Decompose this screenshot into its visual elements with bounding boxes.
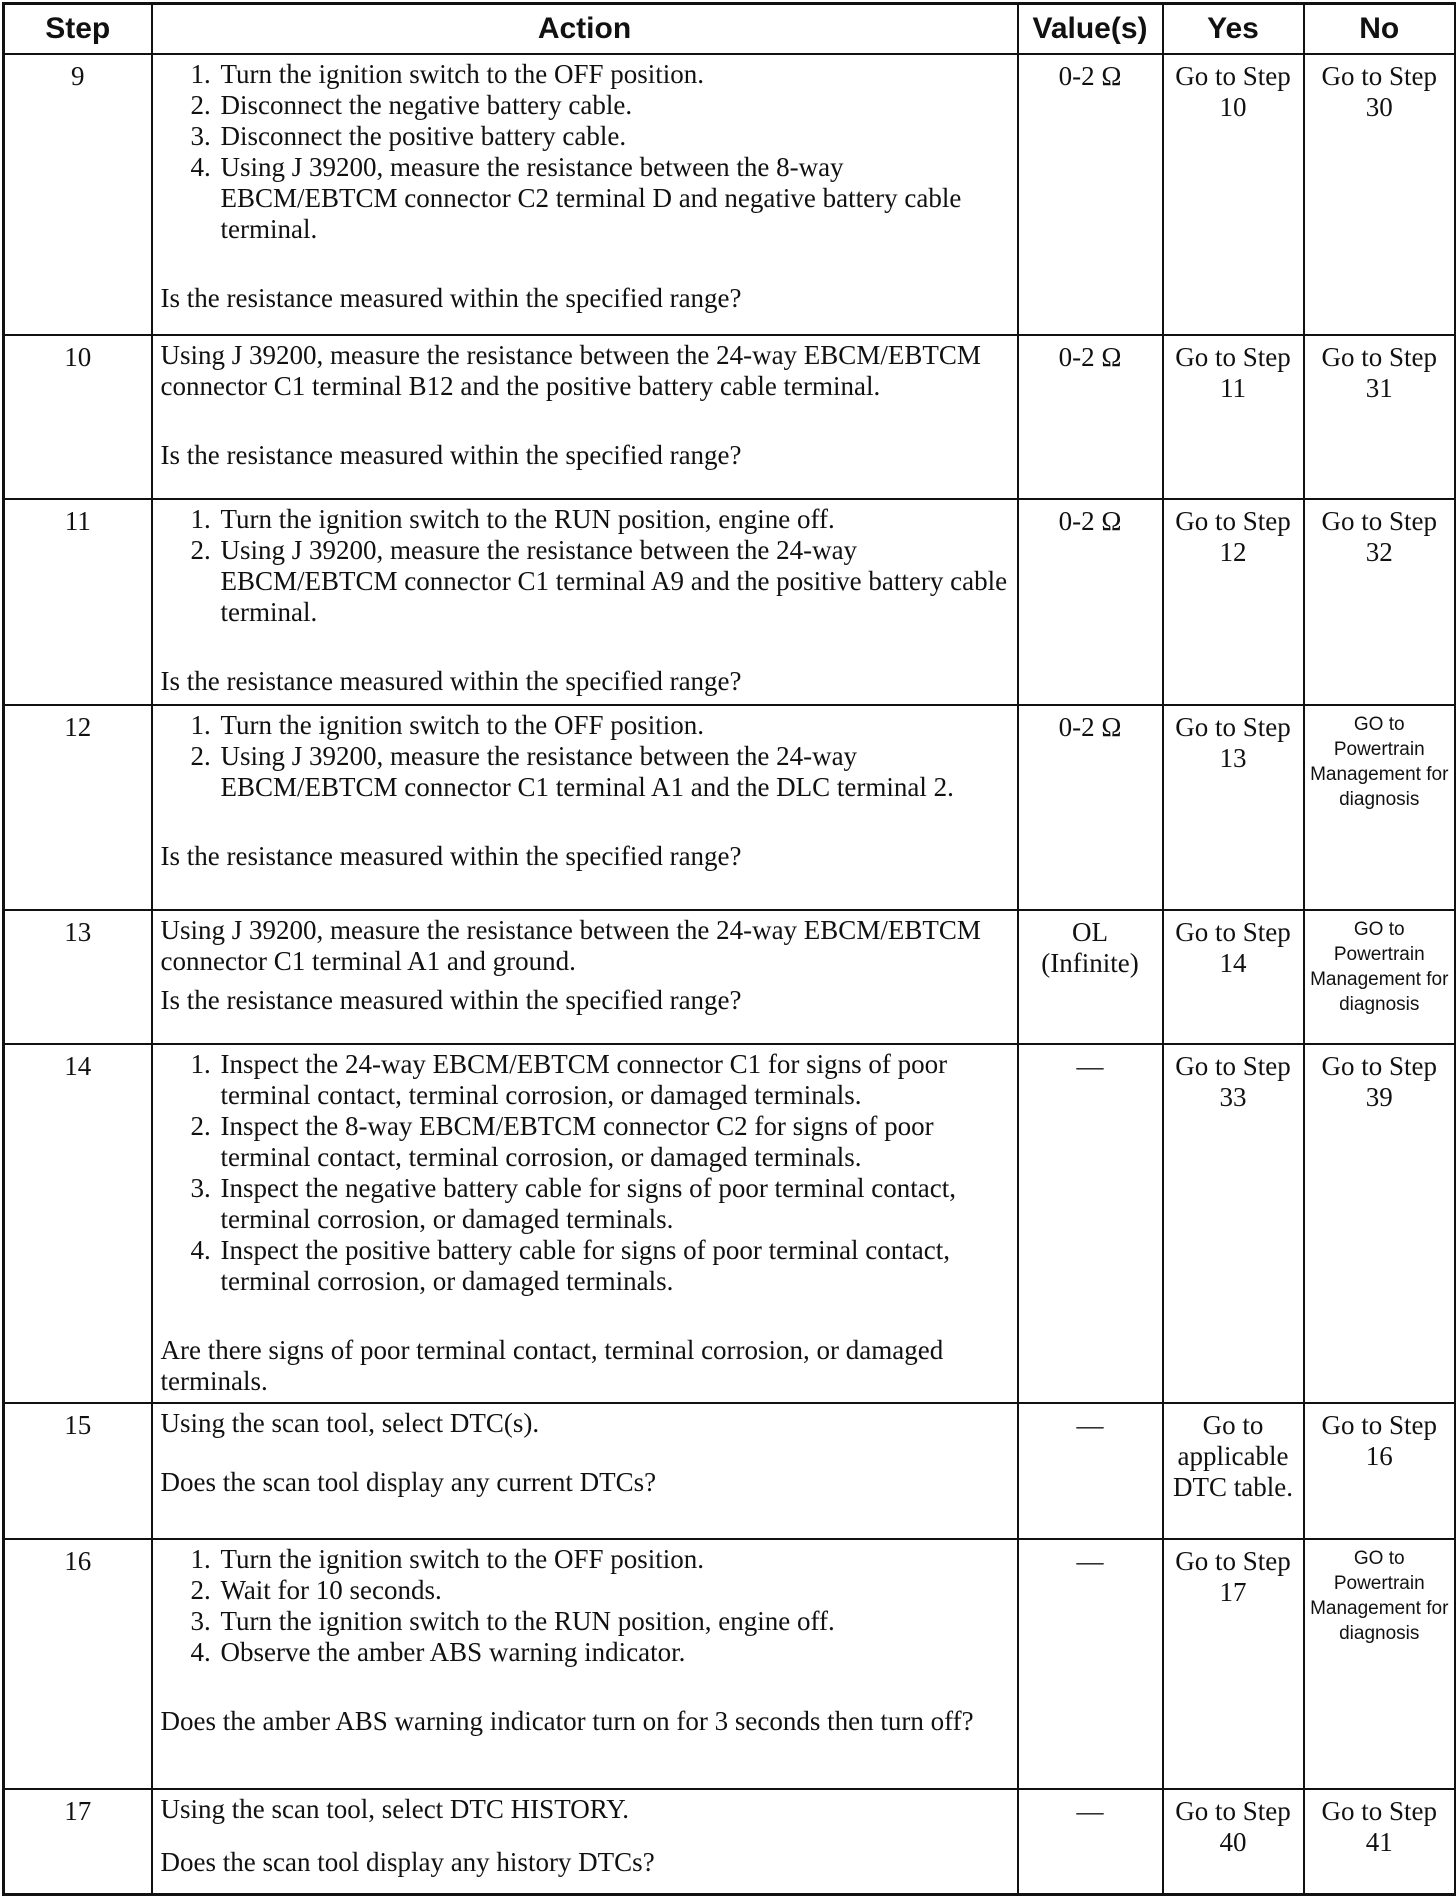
no-cell: Go to Step 32 bbox=[1304, 499, 1456, 705]
step-number: 15 bbox=[4, 1403, 152, 1538]
action-list bbox=[161, 1544, 1009, 1668]
list-item: 3. Disconnect the positive battery cable. bbox=[190, 121, 627, 151]
action-cell bbox=[152, 335, 1018, 499]
header-values: Value(s) bbox=[1018, 4, 1163, 55]
table-row bbox=[4, 910, 1456, 1044]
action-list bbox=[161, 59, 1009, 245]
question-text: Does the scan tool display any history DTCs? bbox=[160, 1847, 655, 1878]
table-row bbox=[4, 1539, 1456, 1790]
list-item: 1. Inspect the 24-way EBCM/EBTCM connector C1 for signs of poor terminal contact, terminal corrosion, or damaged terminals. bbox=[190, 1049, 948, 1111]
table-row bbox=[4, 1789, 1456, 1894]
header-step: Step bbox=[4, 4, 152, 55]
yes-cell: Go to Step 13 bbox=[1163, 705, 1304, 911]
yes-cell: Go to Step 17 bbox=[1163, 1539, 1304, 1790]
value-cell: 0-2 Ω bbox=[1018, 335, 1163, 499]
table-row bbox=[4, 54, 1456, 335]
step-number: 9 bbox=[4, 54, 152, 335]
value-cell: — bbox=[1018, 1789, 1163, 1894]
header-action: Action bbox=[152, 4, 1018, 55]
table-row bbox=[4, 705, 1456, 911]
step-number: 10 bbox=[4, 335, 152, 499]
yes-cell: Go to Step 40 bbox=[1163, 1789, 1304, 1894]
value-cell: — bbox=[1018, 1403, 1163, 1538]
action-cell bbox=[152, 499, 1018, 705]
no-cell: GO to Powertrain Management for diagnosis bbox=[1304, 705, 1456, 911]
table-row bbox=[4, 1403, 1456, 1538]
list-item: 4. Using J 39200, measure the resistance between the 8-way EBCM/EBTCM connector C2 terminal D and negative battery cable terminal. bbox=[190, 152, 962, 244]
yes-cell: Go to applicable DTC table. bbox=[1163, 1403, 1304, 1538]
action-text: Using the scan tool, select DTC HISTORY. bbox=[160, 1794, 629, 1825]
question-text: Does the scan tool display any current DTCs? bbox=[160, 1467, 657, 1498]
action-cell bbox=[152, 1789, 1018, 1894]
question-text: Is the resistance measured within the specified range? bbox=[160, 840, 742, 871]
list-item: 1. Turn the ignition switch to the OFF position. bbox=[190, 1543, 705, 1574]
list-item: 2. Disconnect the negative battery cable. bbox=[190, 90, 633, 120]
list-item: 2. Using J 39200, measure the resistance between the 24-way EBCM/EBTCM connector C1 terminal A1 and the DLC terminal 2. bbox=[190, 740, 954, 802]
action-list bbox=[161, 504, 1009, 628]
step-number: 17 bbox=[4, 1789, 152, 1894]
no-cell: Go to Step 30 bbox=[1304, 54, 1456, 335]
yes-cell: Go to Step 11 bbox=[1163, 335, 1304, 499]
action-cell bbox=[152, 1539, 1018, 1790]
question-text: Is the resistance measured within the specified range? bbox=[160, 666, 742, 697]
value-cell: OL (Infinite) bbox=[1018, 910, 1163, 1044]
table-row bbox=[4, 335, 1456, 499]
list-item: 3. Inspect the negative battery cable for signs of poor terminal contact, terminal corrosion, or damaged terminals. bbox=[190, 1173, 956, 1235]
value-cell: 0-2 Ω bbox=[1018, 705, 1163, 911]
action-text: Using J 39200, measure the resistance between the 24-way EBCM/EBTCM connector C1 terminal A1 and ground. bbox=[160, 915, 981, 977]
step-number: 12 bbox=[4, 705, 152, 911]
no-cell: Go to Step 41 bbox=[1304, 1789, 1456, 1894]
yes-cell: Go to Step 14 bbox=[1163, 910, 1304, 1044]
list-item: 2. Wait for 10 seconds. bbox=[190, 1574, 442, 1605]
yes-cell: Go to Step 12 bbox=[1163, 499, 1304, 705]
no-cell: Go to Step 31 bbox=[1304, 335, 1456, 499]
no-cell: GO to Powertrain Management for diagnosis bbox=[1304, 1539, 1456, 1790]
list-item: 2. Inspect the 8-way EBCM/EBTCM connector C2 for signs of poor terminal contact, terminal corrosion, or damaged terminals. bbox=[190, 1111, 934, 1173]
action-cell bbox=[152, 1044, 1018, 1403]
value-cell: — bbox=[1018, 1539, 1163, 1790]
table-row bbox=[4, 499, 1456, 705]
list-item: 3. Turn the ignition switch to the RUN position, engine off. bbox=[190, 1605, 835, 1636]
list-item: 1. Turn the ignition switch to the OFF position. bbox=[190, 709, 705, 740]
question-text: Is the resistance measured within the specified range? bbox=[160, 283, 742, 313]
step-number: 13 bbox=[4, 910, 152, 1044]
no-cell: Go to Step 16 bbox=[1304, 1403, 1456, 1538]
step-number: 14 bbox=[4, 1044, 152, 1403]
action-list bbox=[161, 710, 1009, 803]
yes-cell: Go to Step 10 bbox=[1163, 54, 1304, 335]
diagnostic-table bbox=[2, 2, 1456, 1896]
action-text: Using J 39200, measure the resistance between the 24-way EBCM/EBTCM connector C1 terminal B12 and the positive battery cable terminal. bbox=[160, 339, 981, 401]
question-text: Are there signs of poor terminal contact, terminal corrosion, or damaged terminals. bbox=[160, 1335, 944, 1397]
action-list bbox=[161, 1049, 1009, 1297]
table-row bbox=[4, 1044, 1456, 1403]
value-cell: — bbox=[1018, 1044, 1163, 1403]
action-cell bbox=[152, 910, 1018, 1044]
value-cell: 0-2 Ω bbox=[1018, 54, 1163, 335]
list-item: 2. Using J 39200, measure the resistance between the 24-way EBCM/EBTCM connector C1 terminal A9 and the positive battery cable terminal. bbox=[190, 535, 1008, 628]
question-text: Does the amber ABS warning indicator turn on for 3 seconds then turn off? bbox=[160, 1705, 974, 1736]
action-text: Using the scan tool, select DTC(s). bbox=[160, 1408, 540, 1439]
list-item: 1. Turn the ignition switch to the OFF position. bbox=[190, 59, 705, 89]
action-cell bbox=[152, 54, 1018, 335]
header-row bbox=[4, 4, 1456, 55]
yes-cell: Go to Step 33 bbox=[1163, 1044, 1304, 1403]
question-text: Is the resistance measured within the specified range? bbox=[160, 439, 742, 470]
step-number: 11 bbox=[4, 499, 152, 705]
header-yes: Yes bbox=[1163, 4, 1304, 55]
value-cell: 0-2 Ω bbox=[1018, 499, 1163, 705]
list-item: 4. Inspect the positive battery cable for signs of poor terminal contact, terminal corrosion, or damaged terminals. bbox=[190, 1235, 951, 1297]
header-no: No bbox=[1304, 4, 1456, 55]
diagnostic-table-page bbox=[2, 2, 1454, 1896]
action-cell bbox=[152, 705, 1018, 911]
question-text: Is the resistance measured within the specified range? bbox=[160, 985, 742, 1016]
list-item: 1. Turn the ignition switch to the RUN position, engine off. bbox=[190, 504, 835, 535]
no-cell: Go to Step 39 bbox=[1304, 1044, 1456, 1403]
step-number: 16 bbox=[4, 1539, 152, 1790]
no-cell: GO to Powertrain Management for diagnosis bbox=[1304, 910, 1456, 1044]
action-cell bbox=[152, 1403, 1018, 1538]
list-item: 4. Observe the amber ABS warning indicator. bbox=[190, 1636, 686, 1667]
